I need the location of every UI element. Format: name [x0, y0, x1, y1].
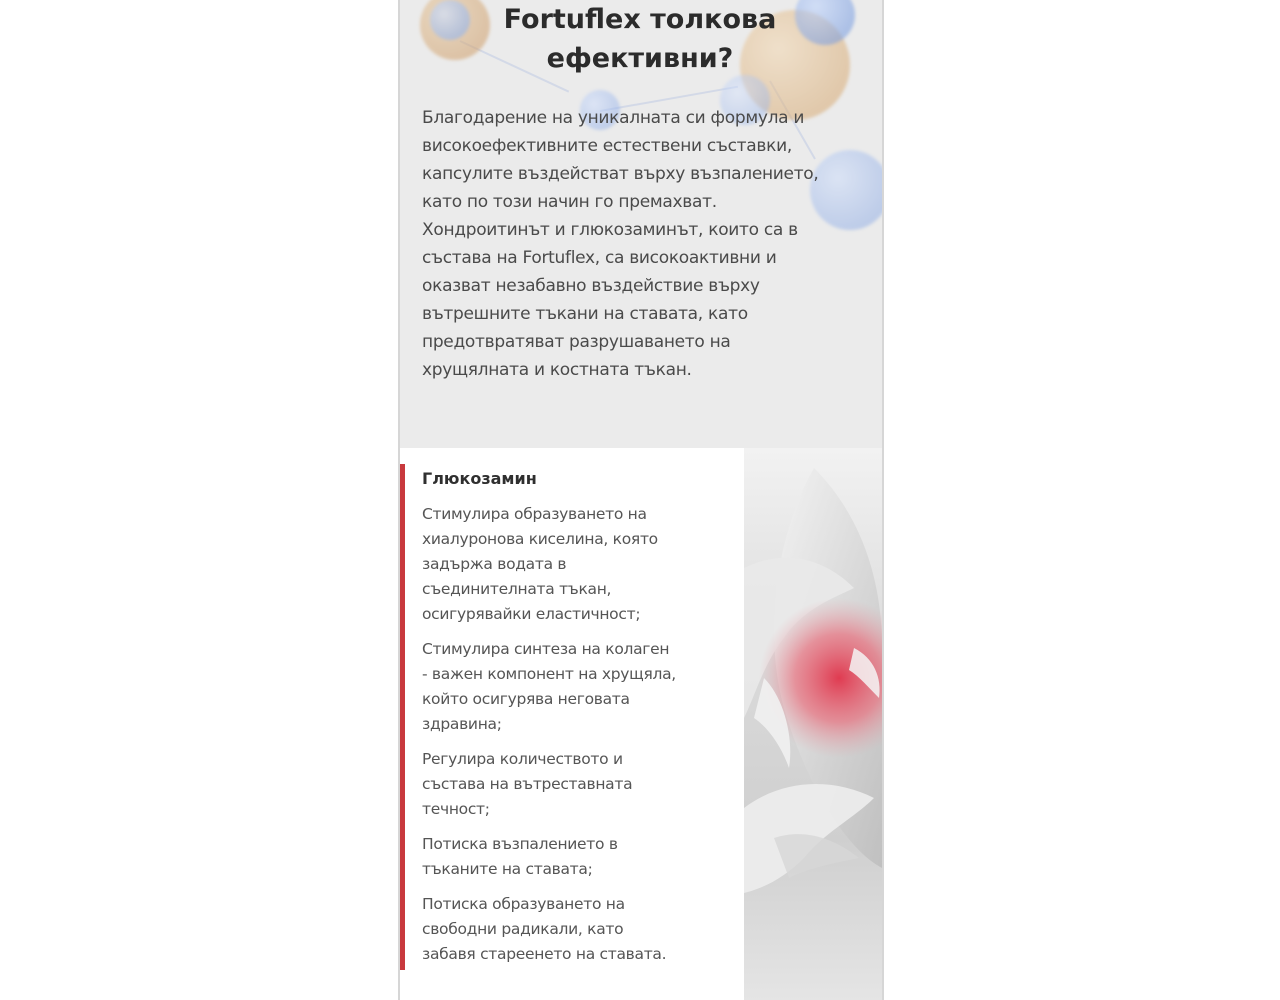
list-item: Стимулира образуването на хиалуронова киселина, която задържа водата в съединителната тъкан, осигурявайки еластичност; — [422, 505, 658, 623]
section-body-text: Благодарение на уникалната си формула и високоефективните естествени съставки, капсулите въздействат върху възпалението, като по този начин го премахват. Хондроитинът и глюкозаминът, които са в състава на Fortuflex, са високоактивни и оказват незабавно въздействие върху вътрешните тъкани на ставата, като предотвратяват разрушаването на хрущялната и костната тъкан. — [422, 108, 819, 380]
knee-pain-image — [744, 448, 882, 1000]
content-column — [398, 0, 884, 1000]
ingredient-card — [400, 448, 744, 1000]
section-heading: Fortuflex толкова ефективни? — [503, 4, 777, 74]
list-item: Потиска образуването на свободни радикали, като забавя стареенето на ставата. — [422, 895, 667, 963]
list-item: Регулира количеството и състава на вътреставната течност; — [422, 750, 633, 818]
list-item: Стимулира синтеза на колаген - важен компонент на хрущяла, който осигурява неговата здравина; — [422, 640, 676, 733]
list-item: Потиска възпалението в тъканите на ставата; — [422, 835, 618, 878]
ingredient-title: Глюкозамин — [422, 469, 537, 488]
knee-pain-illustration-icon — [744, 448, 882, 1000]
card-accent-bar — [400, 464, 405, 970]
ingredient-benefits-list — [422, 502, 722, 977]
